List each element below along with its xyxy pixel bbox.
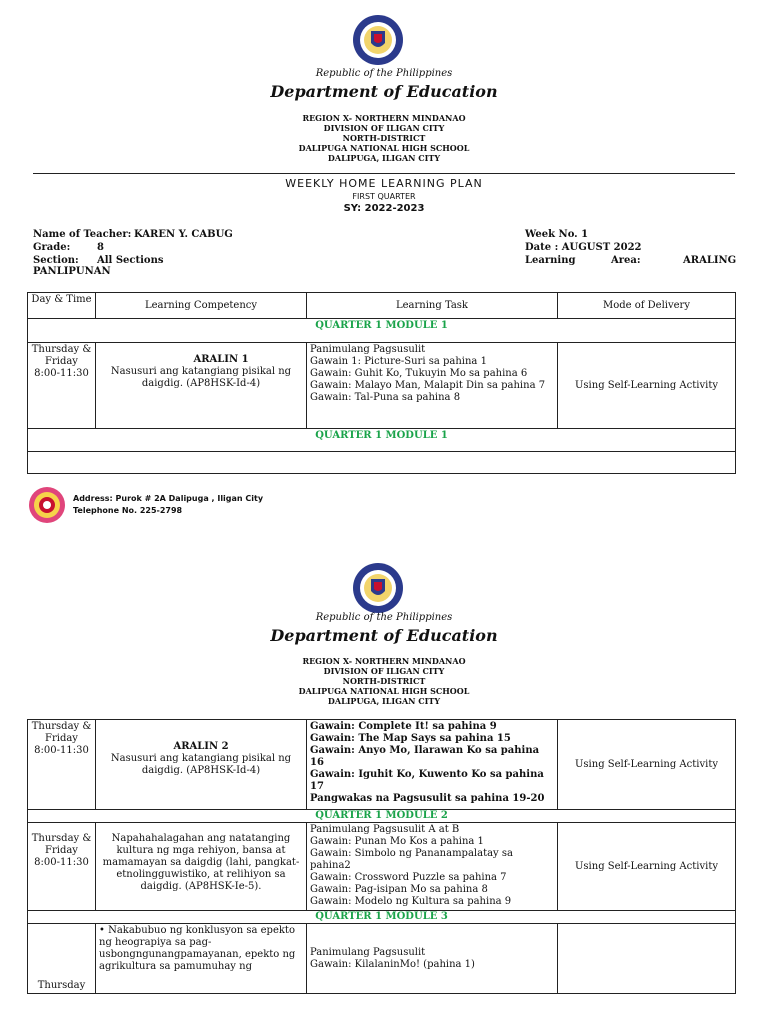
task-item: Gawain: Pag-isipan Mo sa pahina 8 bbox=[310, 884, 488, 895]
task-item: Panimulang Pagsusulit A at B bbox=[310, 824, 460, 835]
learning-area-label: Learning bbox=[525, 255, 576, 266]
school-address: Address: Purok # 2A Dalipuga , Iligan City bbox=[73, 494, 264, 503]
task-item: Gawain: Complete It! sa pahina 9 bbox=[310, 721, 497, 732]
module-label: QUARTER 1 MODULE 1 bbox=[28, 429, 736, 452]
column-header: Learning Competency bbox=[96, 293, 307, 319]
module-row bbox=[28, 319, 736, 343]
deped-seal-icon bbox=[352, 14, 404, 66]
school-header bbox=[0, 656, 768, 706]
table-header-row bbox=[28, 293, 736, 319]
mode-cell: Using Self-Learning Activity bbox=[558, 823, 736, 911]
school-header bbox=[0, 113, 768, 163]
competency-cell: • Nakabubuo ng konklusyon sa epekto ng heograpiya sa pag-usbongngunangpamayanan, epekto ng agrikultura sa pamumuhay ng bbox=[96, 924, 307, 994]
competency-text: Nasusuri ang katangiang pisikal ng daigdig. (AP8HSK-Id-4) bbox=[110, 753, 292, 776]
mode-cell: Using Self-Learning Activity bbox=[558, 720, 736, 810]
mode-cell: Using Self-Learning Activity bbox=[558, 343, 736, 429]
header-line: NORTH-DISTRICT bbox=[342, 676, 426, 686]
task-item: Gawain 1: Picture-Suri sa pahina 1 bbox=[310, 356, 487, 367]
header-line: DALIPUGA NATIONAL HIGH SCHOOL bbox=[298, 143, 470, 153]
table-row bbox=[28, 823, 736, 911]
module-label: QUARTER 1 MODULE 3 bbox=[28, 911, 736, 924]
week-number: Week No. 1 bbox=[525, 229, 589, 240]
section-label: Section: bbox=[33, 255, 79, 266]
task-item: Gawain: Simbolo ng Pananampalatay sa pahina2 bbox=[310, 848, 513, 871]
republic-label: Republic of the Philippines bbox=[315, 68, 453, 79]
area-continued: PANLIPUNAN bbox=[33, 266, 111, 277]
mode-cell bbox=[558, 924, 736, 994]
learning-plan-table bbox=[27, 292, 736, 474]
aralin-label: ARALIN 2 bbox=[173, 741, 229, 752]
teacher-name: KAREN Y. CABUG bbox=[134, 229, 233, 240]
learning-area-value: ARALING bbox=[683, 255, 737, 266]
header-line: DALIPUGA, ILIGAN CITY bbox=[327, 153, 441, 163]
task-cell bbox=[307, 720, 558, 810]
module-label: QUARTER 1 MODULE 1 bbox=[28, 319, 736, 343]
quarter-label: FIRST QUARTER bbox=[352, 192, 416, 201]
table-row bbox=[28, 720, 736, 810]
task-item: Pangwakas na Pagsusulit sa pahina 19-20 bbox=[310, 793, 545, 804]
learning-area-label-2: Area: bbox=[611, 255, 641, 266]
school-telephone: Telephone No. 225-2798 bbox=[73, 506, 183, 515]
competency-cell bbox=[96, 720, 307, 810]
table-row bbox=[28, 924, 736, 994]
section-value: All Sections bbox=[97, 255, 164, 266]
header-line: REGION X- NORTHERN MINDANAO bbox=[302, 113, 466, 123]
day-time-cell: Thursday & Friday 8:00-11:30 bbox=[28, 823, 96, 911]
header-line: DIVISION OF ILIGAN CITY bbox=[323, 666, 445, 676]
header-divider bbox=[33, 173, 735, 174]
module-row bbox=[28, 911, 736, 924]
task-item: Gawain: Punan Mo Kos a pahina 1 bbox=[310, 836, 484, 847]
column-header: Day & Time bbox=[28, 293, 96, 319]
task-item: Gawain: Crossword Puzzle sa pahina 7 bbox=[310, 872, 507, 883]
day-time-cell: Thursday & Friday 8:00-11:30 bbox=[28, 343, 96, 429]
task-item: Gawain: Tal-Puna sa pahina 8 bbox=[310, 392, 461, 403]
table-row bbox=[28, 343, 736, 429]
grade-label: Grade: bbox=[33, 242, 71, 253]
column-header: Mode of Delivery bbox=[558, 293, 736, 319]
grade-value: 8 bbox=[97, 242, 104, 253]
task-item: Gawain: Iguhit Ko, Kuwento Ko sa pahina 17 bbox=[310, 769, 544, 792]
task-item: Gawain: Malayo Man, Malapit Din sa pahina 7 bbox=[310, 380, 546, 391]
task-item: Gawain: The Map Says sa pahina 15 bbox=[310, 733, 511, 744]
department-title: Department of Education bbox=[270, 82, 498, 101]
school-logo-icon bbox=[28, 486, 66, 524]
deped-seal-icon bbox=[352, 562, 404, 614]
department-title: Department of Education bbox=[270, 626, 498, 645]
school-year: SY: 2022-2023 bbox=[343, 203, 425, 214]
module-label: QUARTER 1 MODULE 2 bbox=[28, 810, 736, 823]
task-cell bbox=[307, 924, 558, 994]
header-line: REGION X- NORTHERN MINDANAO bbox=[302, 656, 466, 666]
task-item: Gawain: KilalaninMo! (pahina 1) bbox=[310, 958, 475, 970]
module-row bbox=[28, 810, 736, 823]
header-line: DALIPUGA, ILIGAN CITY bbox=[327, 696, 441, 706]
task-cell bbox=[307, 823, 558, 911]
task-item: Gawain: Modelo ng Kultura sa pahina 9 bbox=[310, 896, 512, 907]
column-header: Learning Task bbox=[307, 293, 558, 319]
header-line: DIVISION OF ILIGAN CITY bbox=[323, 123, 445, 133]
day-time-cell: Thursday bbox=[28, 924, 96, 994]
task-item: Gawain: Anyo Mo, Ilarawan Ko sa pahina 16 bbox=[310, 745, 540, 768]
competency-cell: Napahahalagahan ang natatanging kultura ng mga rehiyon, bansa at mamamayan sa daigdig (lahi, pangkat-etnolingguwistiko, at relihiyon sa daigdig. (AP8HSK-Ie-5). bbox=[96, 823, 307, 911]
module-row bbox=[28, 429, 736, 452]
date-label: Date : AUGUST 2022 bbox=[525, 242, 642, 253]
aralin-label: ARALIN 1 bbox=[193, 354, 249, 365]
republic-label: Republic of the Philippines bbox=[315, 612, 453, 623]
task-item: Panimulang Pagsusulit bbox=[310, 946, 426, 958]
empty-row bbox=[28, 452, 736, 474]
header-line: DALIPUGA NATIONAL HIGH SCHOOL bbox=[298, 686, 470, 696]
learning-plan-table-continued bbox=[27, 719, 736, 994]
task-item: Panimulang Pagsusulit bbox=[310, 344, 426, 355]
teacher-label: Name of Teacher: bbox=[33, 229, 132, 240]
day-time-cell: Thursday & Friday 8:00-11:30 bbox=[28, 720, 96, 810]
competency-text: Nasusuri ang katangiang pisikal ng daigdig. (AP8HSK-Id-4) bbox=[110, 366, 292, 389]
competency-cell bbox=[96, 343, 307, 429]
task-item: Gawain: Guhit Ko, Tukuyin Mo sa pahina 6 bbox=[310, 368, 528, 379]
header-line: NORTH-DISTRICT bbox=[342, 133, 426, 143]
task-cell bbox=[307, 343, 558, 429]
plan-title: WEEKLY HOME LEARNING PLAN bbox=[285, 177, 483, 190]
